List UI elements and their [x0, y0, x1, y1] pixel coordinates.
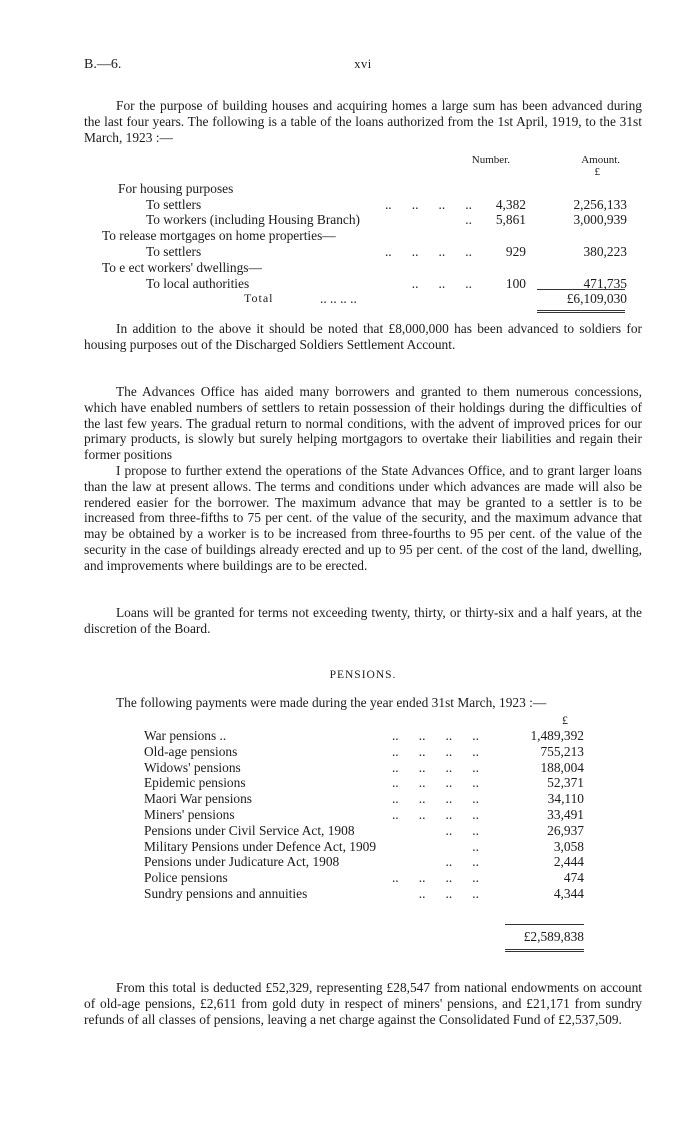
- loans-row-amount: 471,735: [583, 275, 627, 291]
- pensions-row-leader-dots: ..: [472, 838, 479, 854]
- pensions-row: [144, 886, 584, 902]
- pensions-row-leader-dots: .. ..: [445, 822, 479, 838]
- loans-row-number: 929: [505, 243, 526, 259]
- loans-row-number: 100: [505, 275, 526, 291]
- loans-row-label: To release mortgages on home properties—: [102, 228, 336, 244]
- pensions-row-amount: 1,489,392: [530, 728, 584, 743]
- pensions-total-amount: £2,589,838: [523, 929, 584, 944]
- pensions-row-label: Maori War pensions: [144, 791, 253, 807]
- pensions-intro: The following payments were made during the year ended 31st March, 1923 :—: [116, 695, 547, 710]
- loans-row: [84, 197, 642, 213]
- loans-row-number: 4,382: [495, 196, 526, 212]
- pensions-row: [144, 775, 584, 791]
- pensions-row-label: Widows' pensions: [144, 759, 241, 775]
- pensions-currency-row: [144, 713, 584, 728]
- advances-office-paragraph: The Advances Office has aided many borrowers and granted to them numerous concessions, which have enabled numbers of settlers to retain possession of their holdings during the difficulties of the last few years. The gradual return to normal conditions, with the advent of improved prices for our primary products, is slowly but surely helping mortgagors to overtake their liabilities and regain their former positions: [84, 384, 642, 463]
- loans-total-double-rule: [537, 310, 625, 313]
- loans-row-label: To workers (including Housing Branch): [146, 212, 361, 228]
- pensions-row-leader-dots: .. .. .. ..: [391, 728, 479, 743]
- pensions-row-leader-dots: .. .. ..: [418, 885, 479, 901]
- pensions-row-amount: 755,213: [540, 743, 584, 759]
- loans-total-rule: [537, 289, 625, 290]
- loans-row-amount: 380,223: [583, 243, 627, 259]
- loans-row-leader-dots: ..: [465, 212, 472, 228]
- pensions-total-rule: [505, 924, 584, 925]
- loans-row-amount: 3,000,939: [573, 212, 627, 228]
- pensions-row-label: Sundry pensions and annuities: [144, 885, 308, 901]
- loans-row-label: For housing purposes: [118, 180, 234, 196]
- pensions-row-label: Pensions under Civil Service Act, 1908: [144, 822, 355, 838]
- pensions-row-amount: 34,110: [547, 791, 584, 807]
- deductions-paragraph: From this total is deducted £52,329, representing £28,547 from national endowments on account of old-age pensions, £2,611 from gold duty in respect of miners' pensions, and £21,171 from sundry refunds of all classes of pensions, leaving a net charge against the Consolidated Fund of £2,537,509.: [84, 980, 642, 1027]
- pensions-row-leader-dots: .. .. .. ..: [391, 775, 479, 791]
- loans-row-leader-dots: .. .. .. ..: [384, 243, 472, 259]
- pensions-row: [144, 823, 584, 839]
- pensions-row-label: War pensions ..: [144, 728, 227, 743]
- pensions-row: [144, 728, 584, 744]
- loans-total-amount: £6,109,030: [566, 291, 627, 306]
- loans-table: [84, 153, 642, 291]
- pensions-row: [144, 854, 584, 870]
- loans-row-number: 5,861: [495, 212, 526, 228]
- pensions-row-amount: 188,004: [540, 759, 584, 775]
- loans-rows: [84, 181, 642, 292]
- page-number: xvi: [354, 57, 372, 71]
- pensions-row-leader-dots: .. .. .. ..: [391, 791, 479, 807]
- loans-row-label: To settlers: [146, 243, 202, 259]
- number-column-header: Number.: [471, 154, 510, 166]
- pensions-row-amount: 33,491: [547, 806, 584, 822]
- page-header: [84, 57, 642, 75]
- pensions-row-amount: 52,371: [547, 775, 584, 791]
- pensions-row-leader-dots: .. .. .. ..: [391, 743, 479, 759]
- pensions-row: [144, 870, 584, 886]
- amount-column-header: Amount.: [581, 154, 620, 166]
- loan-terms-paragraph: Loans will be granted for terms not exceeding twenty, thirty, or thirty-six and a half years, at the discretion of the Board.: [84, 605, 642, 636]
- pensions-row: [144, 760, 584, 776]
- pensions-row: [144, 791, 584, 807]
- loans-total-label: Total: [244, 291, 274, 305]
- pensions-row: [144, 839, 584, 855]
- loans-row-label: To e ect workers' dwellings—: [102, 259, 262, 275]
- loans-total-dots: .. .. .. ..: [320, 291, 357, 306]
- loans-column-headers: [84, 153, 642, 169]
- pensions-row-amount: 474: [563, 870, 584, 886]
- loans-total-row: [84, 291, 642, 307]
- loans-row: [84, 244, 642, 260]
- soldiers-paragraph: In addition to the above it should be noted that £8,000,000 has been advanced to soldiers for housing purposes out of the Discharged Soldiers Settlement Account.: [84, 321, 642, 352]
- pensions-row-amount: 2,444: [553, 854, 584, 870]
- pensions-row-label: Old-age pensions: [144, 743, 238, 759]
- pensions-row: [144, 744, 584, 760]
- loans-row: [84, 181, 642, 197]
- pensions-row-label: Police pensions: [144, 870, 228, 886]
- loans-row-amount: 2,256,133: [573, 196, 627, 212]
- pensions-row: [144, 807, 584, 823]
- extension-proposal-paragraph: I propose to further extend the operations of the State Advances Office, and to grant larger loans than the law at present allows. The terms and conditions under which advances are made will also be rendered easier for the borrower. The maximum advance that may be granted to a settler is to be increased from three-fifths to 75 per cent. of the value of the security, and the maximum advance that may be obtained by a worker is to be increased from three-fourths to 95 per cent. of the value of the security in the case of buildings already erected and up to 95 per cent. of the cost of the land, dwelling, and improvements where buildings are to be erected.: [84, 463, 642, 573]
- pensions-row-label: Epidemic pensions: [144, 775, 246, 791]
- pensions-heading: PENSIONS.: [329, 669, 397, 681]
- loans-row: [84, 260, 642, 276]
- pensions-row-leader-dots: .. ..: [445, 854, 479, 870]
- loans-currency-symbol: £: [594, 165, 600, 178]
- pensions-rows: [144, 728, 584, 902]
- pensions-row-amount: 26,937: [547, 822, 584, 838]
- pensions-row-leader-dots: .. .. .. ..: [391, 870, 479, 886]
- loans-currency-row: [84, 165, 642, 181]
- pensions-row-leader-dots: .. .. .. ..: [391, 759, 479, 775]
- loans-row-label: To local authorities: [146, 275, 250, 291]
- pensions-total-double-rule: [505, 949, 584, 952]
- loans-row: [84, 212, 642, 228]
- pensions-row-label: Military Pensions under Defence Act, 1909: [144, 838, 377, 854]
- loans-row-label: To settlers: [146, 196, 202, 212]
- intro-paragraph: For the purpose of building houses and acquiring homes a large sum has been advanced during the last four years. The following is a table of the loans authorized from the 1st April, 1919, to the 31st March, 1923 :—: [84, 98, 642, 145]
- pensions-table: [144, 713, 584, 902]
- loans-row-leader-dots: .. .. .. ..: [384, 196, 472, 212]
- pensions-row-label: Miners' pensions: [144, 806, 235, 822]
- pensions-row-amount: 3,058: [553, 838, 584, 854]
- pensions-row-amount: 4,344: [553, 885, 584, 901]
- loans-row-leader-dots: .. .. ..: [411, 275, 472, 291]
- loans-row: [84, 228, 642, 244]
- pensions-row-label: Pensions under Judicature Act, 1908: [144, 854, 340, 870]
- pensions-total-row: [144, 929, 584, 945]
- pensions-row-leader-dots: .. .. .. ..: [391, 806, 479, 822]
- report-code: B.—6.: [84, 57, 122, 72]
- pensions-currency-symbol: £: [562, 713, 568, 727]
